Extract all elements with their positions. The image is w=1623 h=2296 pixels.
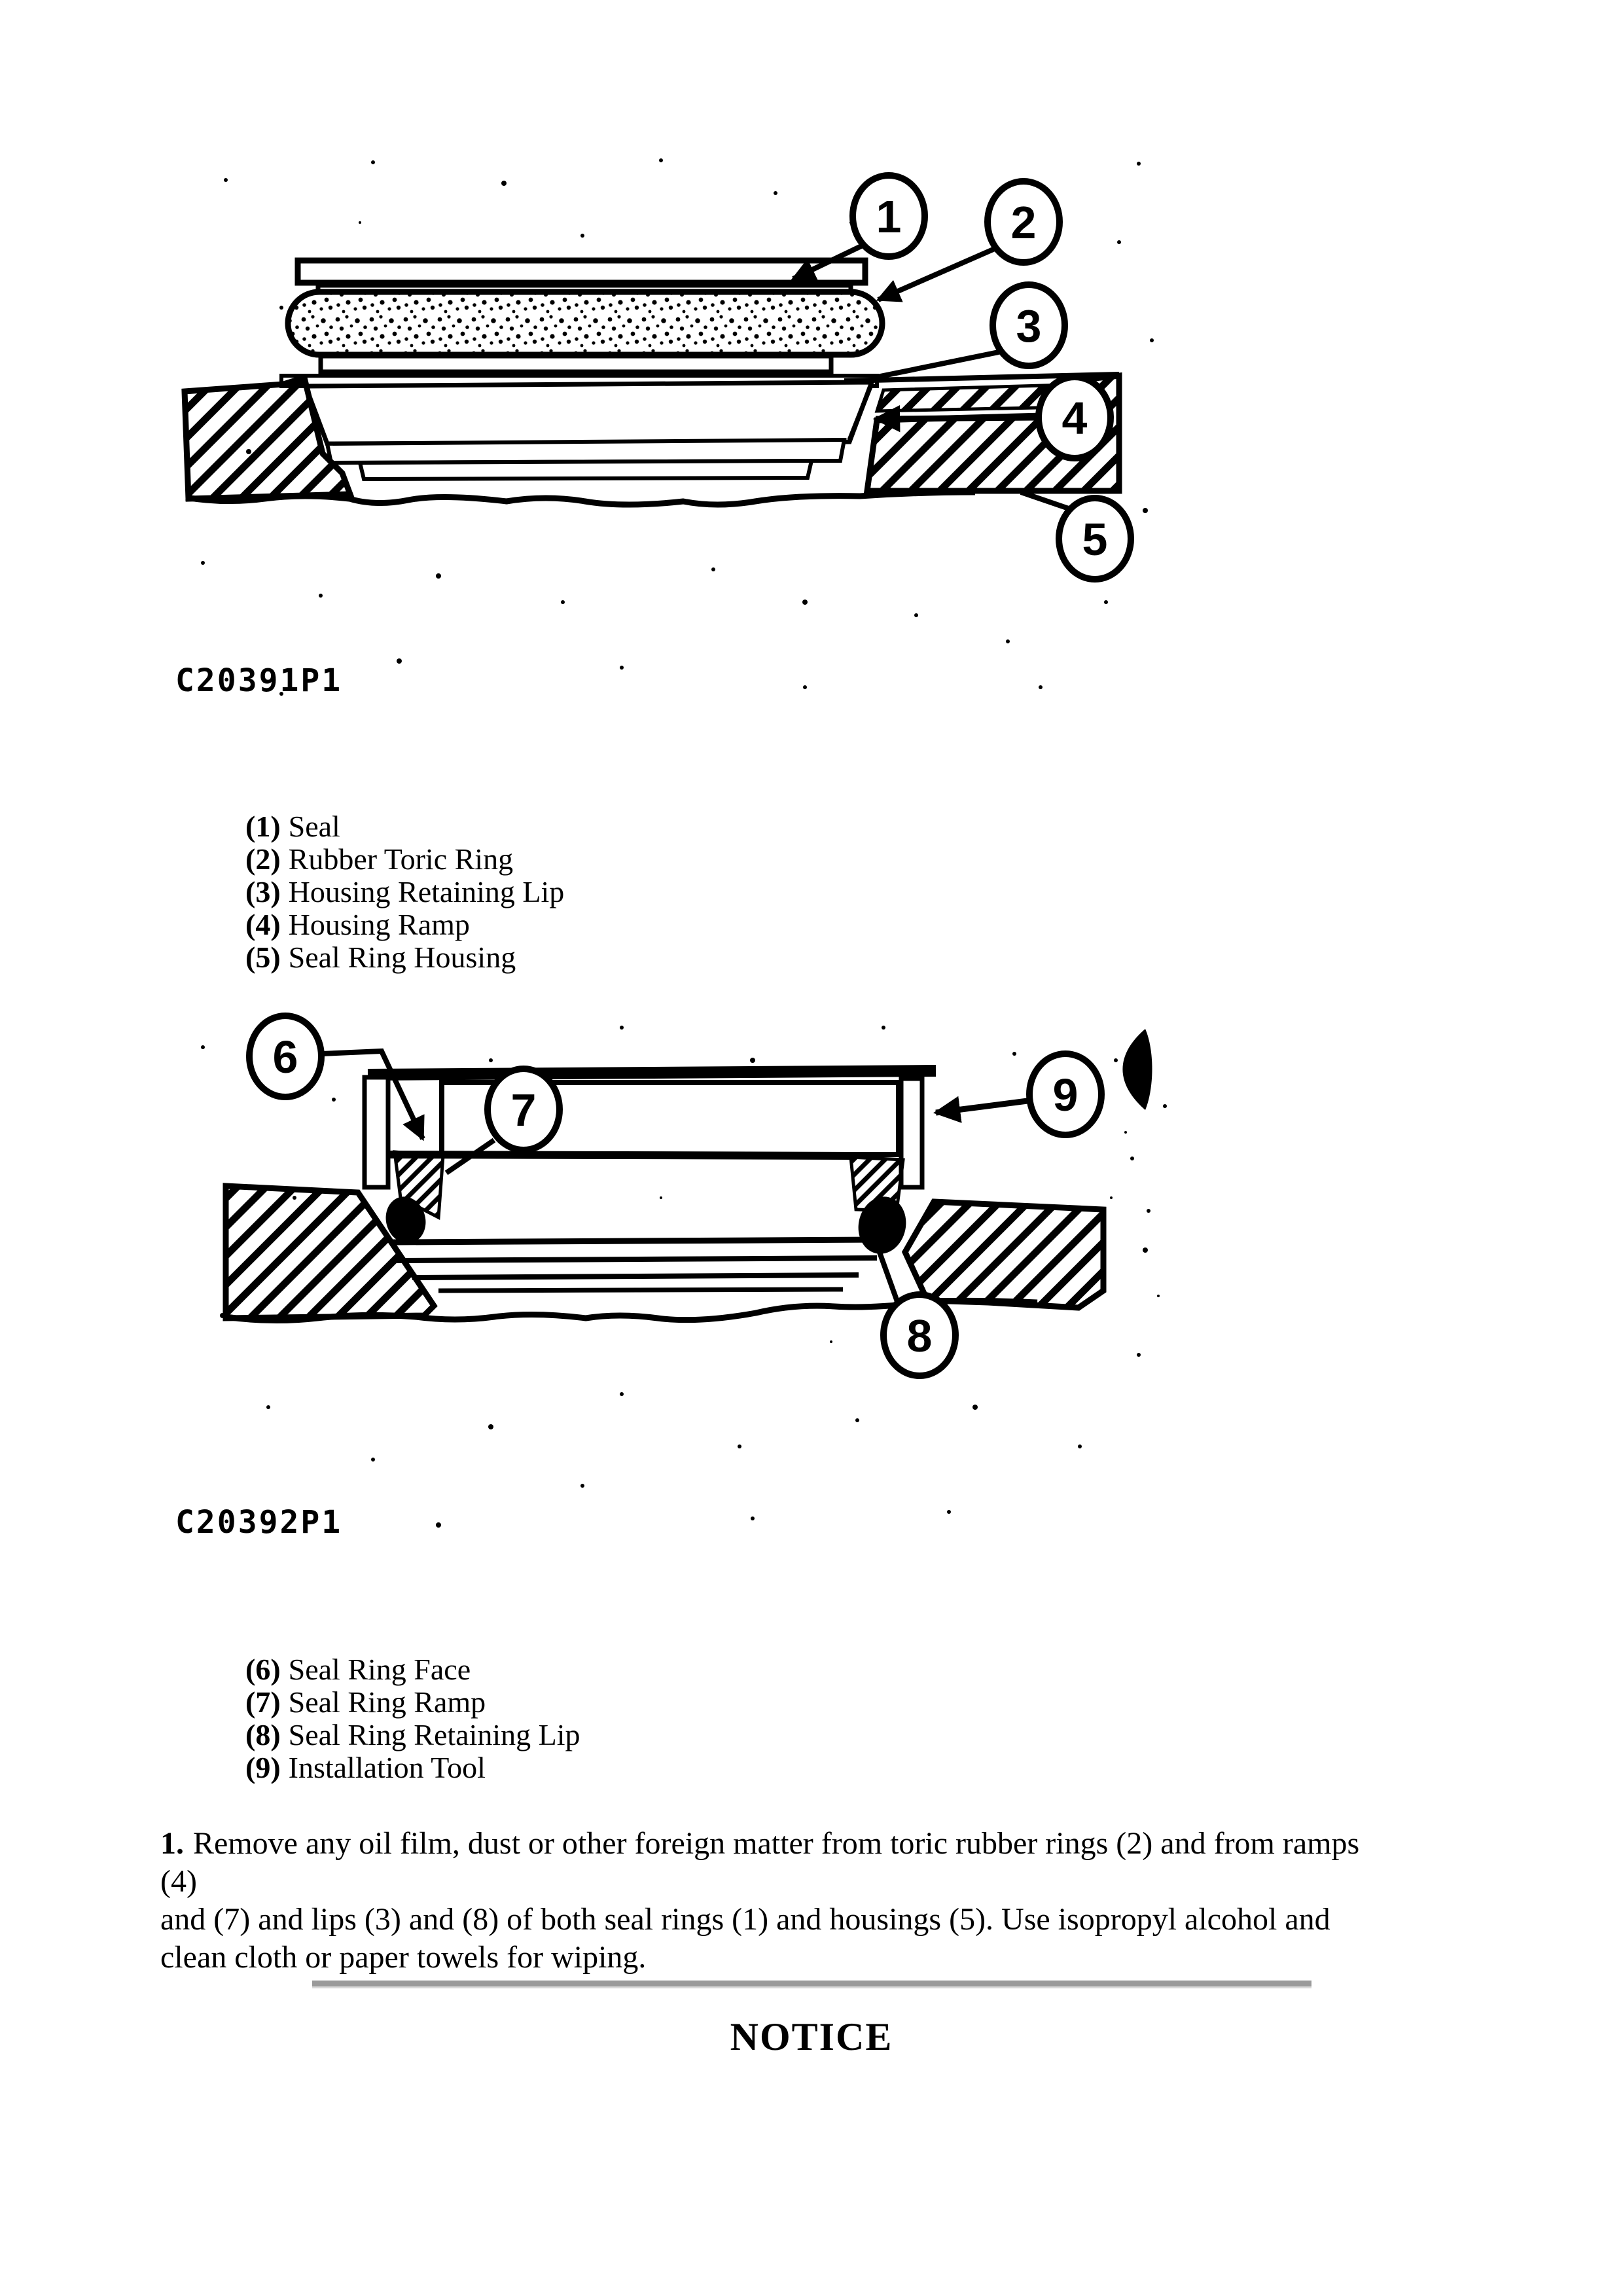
seal-ring-housing <box>185 374 1119 505</box>
seal-lower-band <box>321 356 831 372</box>
step-1-paragraph <box>160 1825 1404 1977</box>
figure-2-label: C20392P1 <box>175 1504 343 1541</box>
callout-7 <box>488 1069 560 1150</box>
step-number: 1. <box>160 1826 184 1861</box>
svg-text:6: 6 <box>272 1031 298 1083</box>
print-artifact-blob <box>1122 1029 1152 1110</box>
svg-text:9: 9 <box>1052 1069 1079 1121</box>
callout-3 <box>993 285 1065 366</box>
svg-text:1: 1 <box>876 191 902 242</box>
figure-seal-installed-with-tool <box>164 1001 1178 1577</box>
list-item: (6) Seal Ring Face <box>245 1653 471 1686</box>
callout-4 <box>1039 377 1111 458</box>
divider-rule <box>312 1981 1311 1988</box>
list-item: (2) Rubber Toric Ring <box>245 842 514 876</box>
callout-8 <box>883 1295 955 1376</box>
seal-ring-in-groove <box>381 1152 912 1291</box>
list-item: (9) Installation Tool <box>245 1751 486 1784</box>
list-item: (1) Seal <box>245 810 340 843</box>
list-item: (3) Housing Retaining Lip <box>245 875 565 908</box>
svg-text:2: 2 <box>1010 197 1037 248</box>
svg-text:8: 8 <box>906 1310 933 1361</box>
rubber-toric-ring <box>288 292 882 355</box>
svg-text:3: 3 <box>1016 300 1042 351</box>
housing-cross-section <box>226 1186 1103 1321</box>
notice-heading: NOTICE <box>730 2015 893 2058</box>
callout-1 <box>853 175 925 257</box>
figure-seal-toric-ring-exploded <box>164 144 1178 720</box>
callout-2 <box>988 181 1060 262</box>
svg-text:4: 4 <box>1061 393 1088 444</box>
list-item: (5) Seal Ring Housing <box>245 941 516 974</box>
list-item: (7) Seal Ring Ramp <box>245 1685 486 1719</box>
parts-list-1 <box>245 810 564 974</box>
svg-text:5: 5 <box>1082 514 1108 565</box>
callout-5 <box>1059 498 1131 579</box>
list-item: (4) Housing Ramp <box>245 908 470 941</box>
paragraph-line: and (7) and lips (3) and (8) of both seal rings (1) and housings (5). Use isopropyl alcohol and <box>160 1902 1330 1937</box>
paragraph-line: 1. Remove any oil film, dust or other foreign matter from toric rubber rings (2) and from ramps (4) <box>160 1826 1360 1899</box>
figure-1-label: C20391P1 <box>175 662 343 699</box>
paragraph-line: clean cloth or paper towels for wiping. <box>160 1940 647 1975</box>
callout-9 <box>1029 1054 1101 1135</box>
list-item: (8) Seal Ring Retaining Lip <box>245 1718 580 1751</box>
parts-list-2 <box>245 1653 580 1784</box>
svg-text:7: 7 <box>510 1085 537 1136</box>
callout-6 <box>249 1016 321 1097</box>
